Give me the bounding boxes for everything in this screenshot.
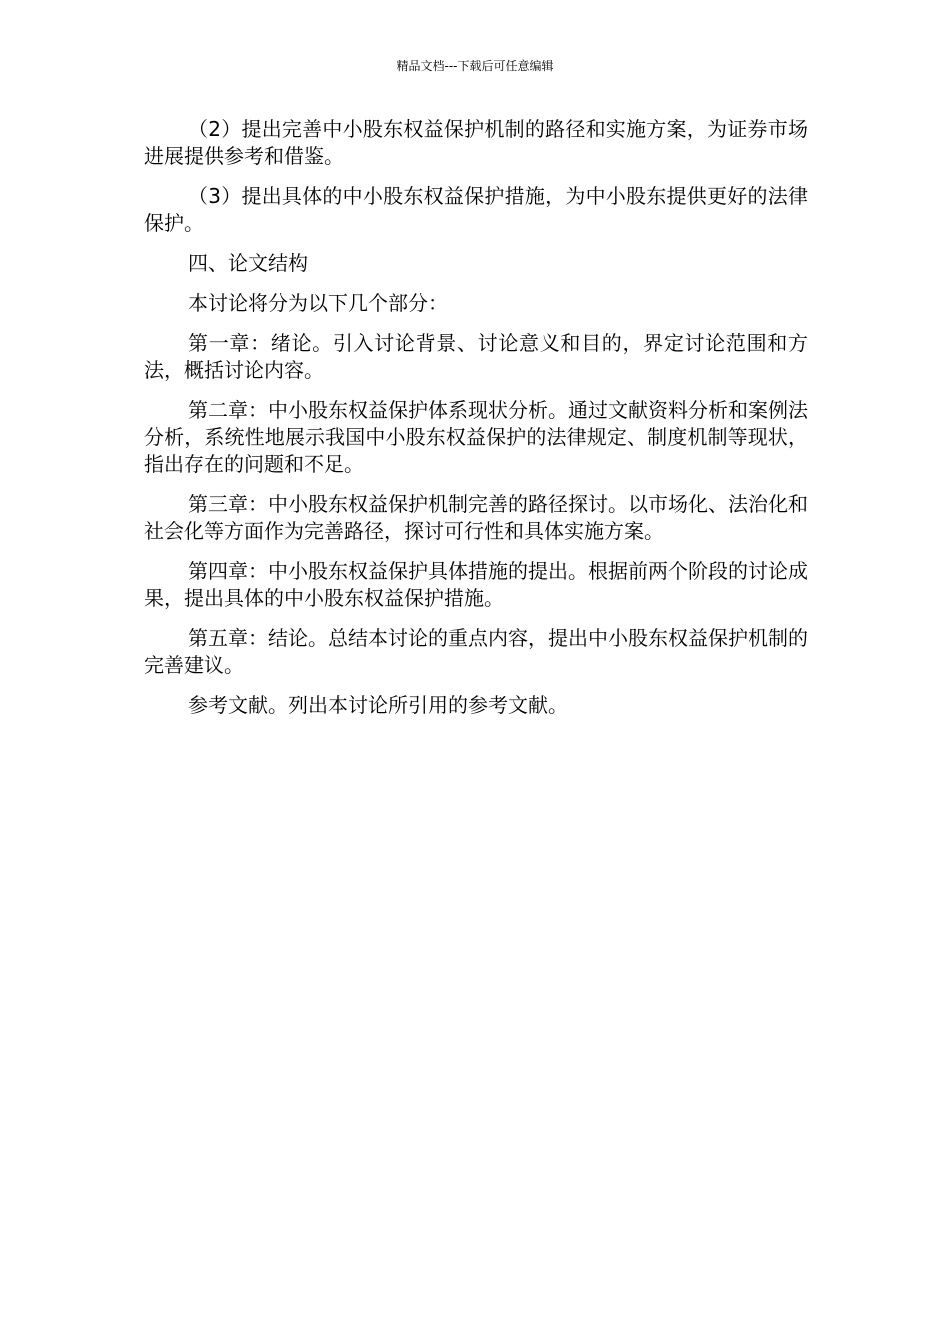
paragraph-objective-2: （2）提出完善中小股东权益保护机制的路径和实施方案，为证券市场进展提供参考和借鉴。: [144, 117, 808, 168]
paragraph-chapter-4: 第四章：中小股东权益保护具体措施的提出。根据前两个阶段的讨论成果，提出具体的中小股东权益保护措施。: [144, 559, 808, 610]
paragraph-objective-3: （3）提出具体的中小股东权益保护措施，为中小股东提供更好的法律保护。: [144, 184, 808, 235]
paragraph-references: 参考文献。列出本讨论所引用的参考文献。: [188, 693, 568, 717]
paragraph-chapter-2: 第二章：中小股东权益保护体系现状分析。通过文献资料分析和案例法分析，系统性地展示我国中小股东权益保护的法律规定、制度机制等现状，指出存在的问题和不足。: [144, 398, 808, 476]
page-header: 精品文档---下载后可任意编辑: [396, 59, 554, 73]
document-body: [144, 116, 808, 732]
paragraph-chapter-3: 第三章：中小股东权益保护机制完善的路径探讨。以市场化、法治化和社会化等方面作为完善路径，探讨可行性和具体实施方案。: [144, 492, 808, 543]
paragraph-structure-intro: 本讨论将分为以下几个部分：: [188, 291, 448, 315]
paragraph-chapter-5: 第五章：结论。总结本讨论的重点内容，提出中小股东权益保护机制的完善建议。: [144, 626, 808, 677]
paragraph-chapter-1: 第一章：绪论。引入讨论背景、讨论意义和目的，界定讨论范围和方法，概括讨论内容。: [144, 331, 808, 382]
section-heading-structure: 四、论文结构: [188, 251, 308, 275]
